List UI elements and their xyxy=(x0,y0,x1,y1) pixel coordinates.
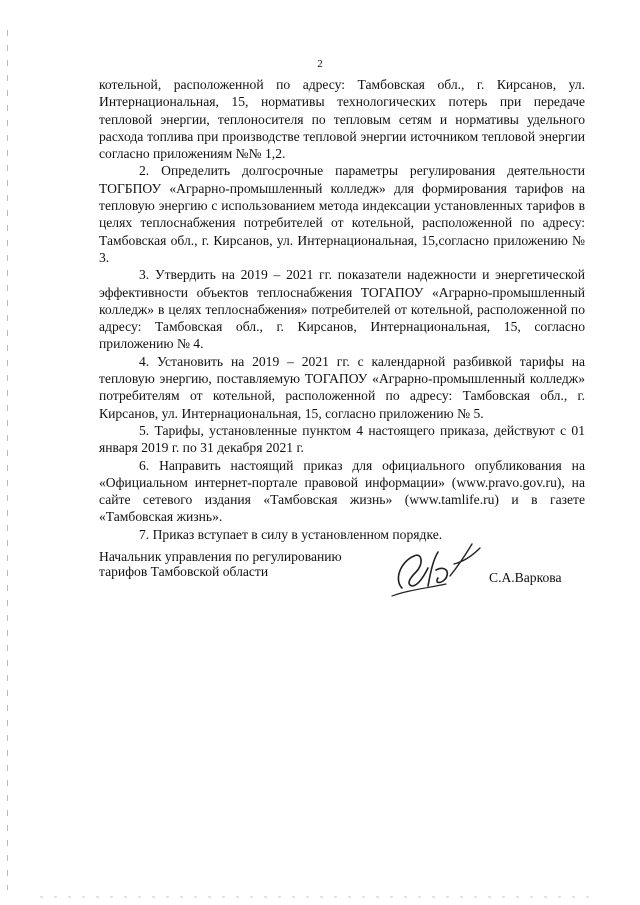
scan-bottom-marks xyxy=(40,893,600,901)
paragraph-7: 7. Приказ вступает в силу в установленном порядке. xyxy=(139,526,443,542)
scan-edge-mark xyxy=(6,30,9,890)
signatory-name: С.А.Варкова xyxy=(489,570,562,585)
handwritten-signature xyxy=(388,540,488,602)
paragraph-6: 6. Направить настоящий приказ для официального опубликования на «Официальном интернет-портале правовой информации» (www.pravo.gov.ru), на сайте сетевого издания «Тамбовская жизнь» (www.tamlife.ru) и в газете «Тамбовская жизнь». xyxy=(99,457,585,525)
page-number: 2 xyxy=(317,58,323,70)
paragraph-4: 4. Установить на 2019 – 2021 гг. с календарной разбивкой тарифы на тепловую энергию, поставляемую ТОГАПОУ «Аграрно-промышленный колледж» потребителям от котельной, расположенной по адресу: Тамбовская обл., г. Кирсанов, ул. Интернациональная, 15, согласно приложению № 5. xyxy=(99,353,585,421)
signatory-title-line-2: тарифов Тамбовской области xyxy=(99,564,269,579)
paragraph-3: 3. Утвердить на 2019 – 2021 гг. показатели надежности и энергетической эффективности объектов теплоснабжения ТОГАПОУ «Аграрно-промышленный колледж» в целях теплоснабжения» потребителей от котельной, расположенной по адресу: Тамбовская обл., г. Кирсанов, Интернациональная, 15, согласно приложению № 4. xyxy=(99,267,585,352)
paragraph-2: 2. Определить долгосрочные параметры регулирования деятельности ТОГБПОУ «Аграрно-промышленный колледж» для формирования тарифов на тепловую энергию с использованием метода индексации установленных тарифов в целях теплоснабжения потребителей от котельной, расположенной по адресу: Тамбовская обл., г. Кирсанов, ул. Интернациональная, 15,согласно приложению № 3. xyxy=(99,163,585,265)
document-body xyxy=(99,76,585,543)
paragraph-5: 5. Тарифы, установленные пунктом 4 настоящего приказа, действуют с 01 января 2019 г. по 31 декабря 2021 г. xyxy=(99,422,585,456)
paragraph-1-continuation: котельной, расположенной по адресу: Тамбовская обл., г. Кирсанов, ул. Интернациональная, 15, нормативы технологических потерь при передаче тепловой энергии, теплоносителя по тепловым сетям и нормативы удельного расхода топлива при производстве тепловой энергии источником тепловой энергии согласно приложениям №№ 1,2. xyxy=(99,77,585,162)
signatory-title xyxy=(99,549,342,579)
signatory-title-line-1: Начальник управления по регулированию xyxy=(99,549,342,564)
